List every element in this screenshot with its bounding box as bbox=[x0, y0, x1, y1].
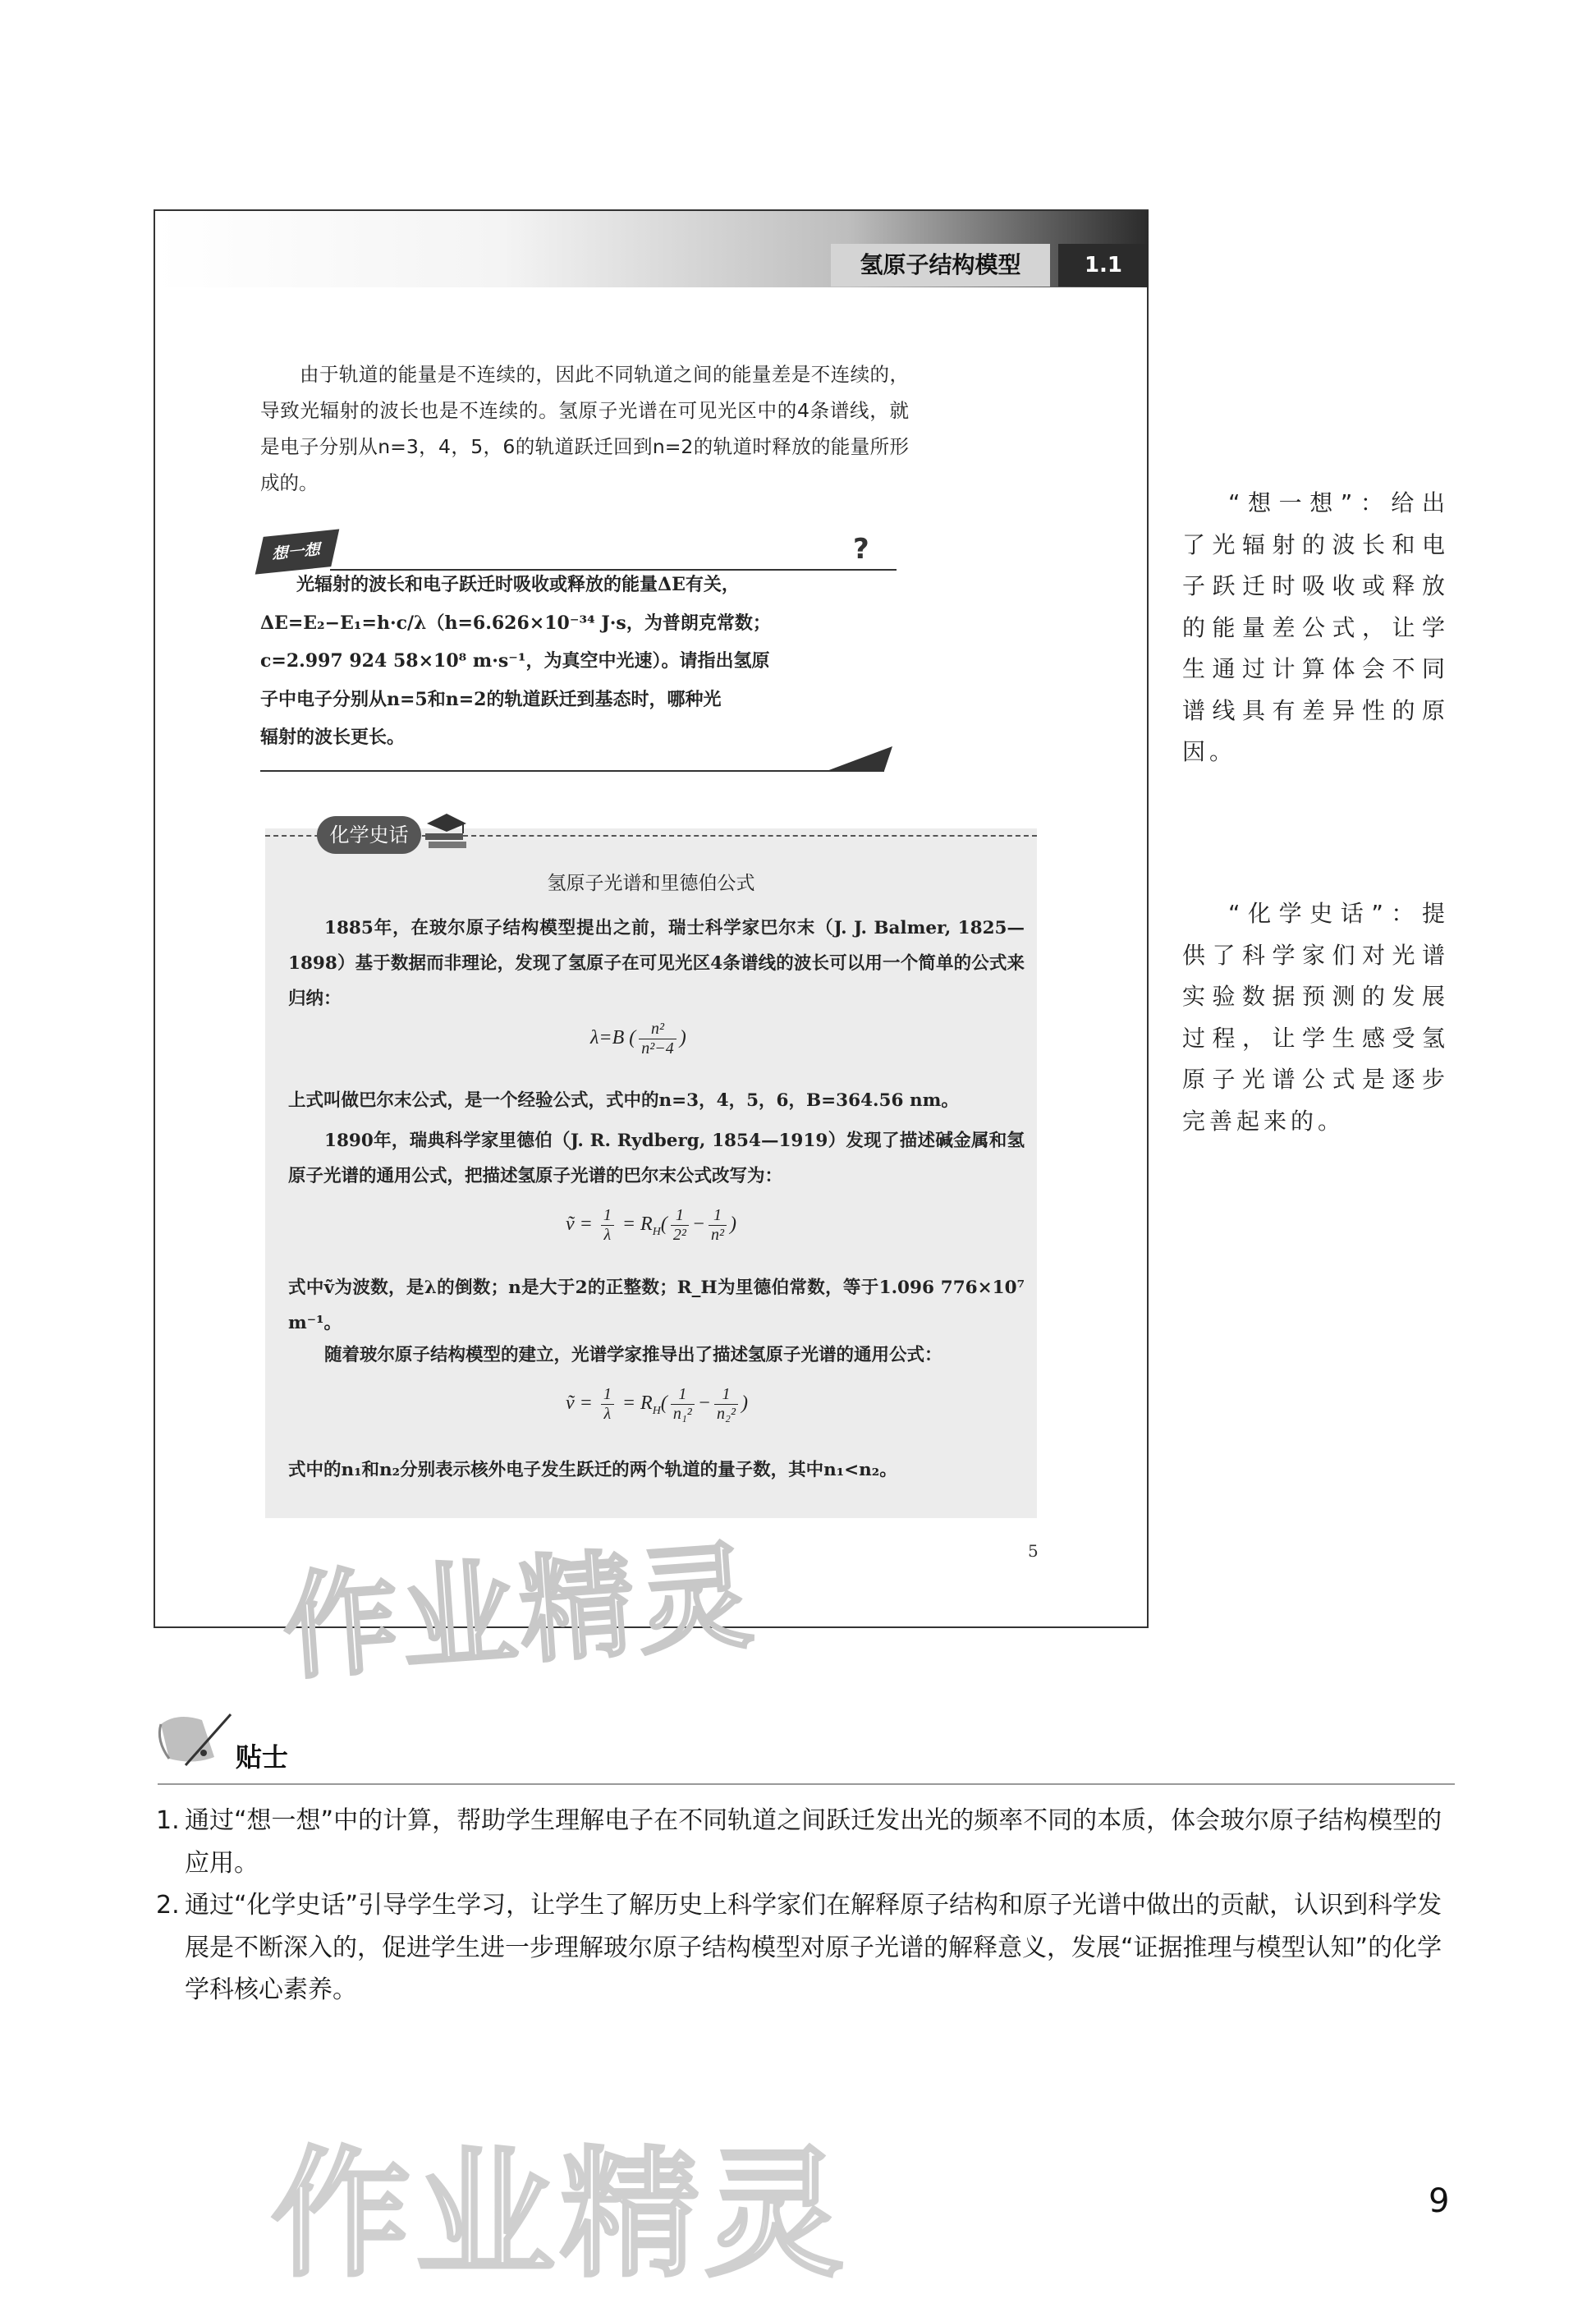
think-line-1: 光辐射的波长和电子跃迁时吸收或释放的能量ΔE有关， bbox=[296, 574, 740, 595]
tip-item bbox=[156, 1884, 1453, 2012]
tip-text: 通过“想一想”中的计算，帮助学生理解电子在不同轨道之间跃迁发出光的频率不同的本质，体会玻尔原子结构模型的应用。 bbox=[185, 1806, 1442, 1878]
history-paragraph-5: 随着玻尔原子结构模型的建立，光谱学家推导出了描述氢原子光谱的通用公式： bbox=[324, 1345, 942, 1365]
think-box-footer-arrow-icon bbox=[260, 736, 942, 778]
history-paragraph-2: 上式叫做巴尔末公式，是一个经验公式，式中的n=3，4，5，6，B=364.56 nm。 bbox=[288, 1090, 959, 1111]
question-mark-icon: ? bbox=[853, 533, 869, 566]
textbook-page bbox=[154, 209, 1149, 1696]
tip-number: 2. bbox=[156, 1891, 180, 1920]
tips-divider bbox=[158, 1783, 1455, 1785]
tips-list bbox=[156, 1800, 1453, 2012]
history-paragraph-4: 式中ṽ为波数，是λ的倒数；n是大于2的正整数；R_H为里德伯常数，等于1.096 776×10⁷ m⁻¹。 bbox=[288, 1278, 1025, 1333]
think-line-5: 辐射的波长更长。 bbox=[260, 727, 406, 748]
think-line-3: c=2.997 924 58×10⁸ m·s⁻¹，为真空中光速）。请指出氢原 bbox=[260, 650, 770, 672]
page-number: 9 bbox=[1429, 2182, 1450, 2220]
balmer-formula: λ=B ( $\frac{\text{n²}}{\text{n²−4}}$ ) bbox=[590, 1020, 686, 1057]
think-line-4: 子中电子分别从n=5和n=2的轨道跃迁到基态时，哪种光 bbox=[260, 688, 722, 710]
think-tag: 想一想 bbox=[255, 529, 340, 574]
body-paragraph: 由于轨道的能量是不连续的，因此不同轨道之间的能量差是不连续的，导致光辐射的波长也是不连续的。氢原子光谱在可见光区中的4条谱线，就是电子分别从n=3，4，5，6的轨道跃迁回到n=2的轨道时释放的能量所形成的。 bbox=[260, 363, 909, 494]
tips-title: 贴士 bbox=[236, 1741, 289, 1773]
tip-number: 1. bbox=[156, 1806, 180, 1835]
think-line-2: ΔE=E₂−E₁=h·c/λ（h=6.626×10⁻³⁴ J·s，为普朗克常数； bbox=[260, 612, 771, 634]
history-tag: 化学史话 bbox=[317, 816, 421, 854]
scroll-quill-icon bbox=[153, 1708, 235, 1773]
rydberg-formula: ṽ = $\frac{1}{\lambda}$ = $R_H$( $\frac{1}{\text{2²}}$ − $\frac{1}{\text{n²}}$ ) bbox=[566, 1206, 737, 1244]
tip-text: 通过“化学史话”引导学生学习，让学生了解历史上科学家们在解释原子结构和原子光谱中做出的贡献，认识到科学发展是不断深入的，促进学生进一步理解玻尔原子结构模型对原子光谱的解释意义，发展“证据推理与模型认知”的化学学科核心素养。 bbox=[185, 1891, 1442, 2004]
history-paragraph-6: 式中的n₁和n₂分别表示核外电子发生跃迁的两个轨道的量子数，其中n₁<n₂。 bbox=[288, 1460, 897, 1480]
section-number: 1.1 bbox=[1058, 244, 1149, 287]
general-formula: ṽ = $\frac{1}{\lambda}$ = $R_H$( $\frac{1}{\text{n₁²}}$ − $\frac{1}{\text{n₂²}}$ ) bbox=[566, 1385, 748, 1423]
history-paragraph-1: 1885年，在玻尔原子结构模型提出之前，瑞士科学家巴尔末（J. J. Balmer, 1825—1898）基于数据而非理论，发现了氢原子在可见光区4条谱线的波长可以用一个简单的公式来归纳： bbox=[288, 918, 1025, 1009]
margin-note-history: “化学史话”：提供了科学家们对光谱实验数据预测的发展过程，让学生感受氢原子光谱公式是逐步完善起来的。 bbox=[1182, 900, 1449, 1135]
history-title: 氢原子光谱和里德伯公式 bbox=[547, 873, 755, 894]
watermark: 作业精灵 bbox=[278, 1530, 760, 1696]
section-title: 氢原子结构模型 bbox=[831, 244, 1050, 287]
books-icon bbox=[422, 809, 471, 855]
inner-page-number: 5 bbox=[1028, 1541, 1039, 1561]
margin-note-think: “想一想”：给出了光辐射的波长和电子跃迁时吸收或释放的能量差公式，让学生通过计算体会不同谱线具有差异性的原因。 bbox=[1182, 489, 1449, 765]
watermark-large: 作业精灵 bbox=[271, 2134, 850, 2296]
think-box-text bbox=[260, 566, 936, 757]
tip-item bbox=[156, 1800, 1453, 1884]
history-paragraph-3: 1890年，瑞典科学家里德伯（J. R. Rydberg, 1854—1919）发现了描述碱金属和氢原子光谱的通用公式，把描述氢原子光谱的巴尔末公式改写为： bbox=[288, 1131, 1025, 1186]
